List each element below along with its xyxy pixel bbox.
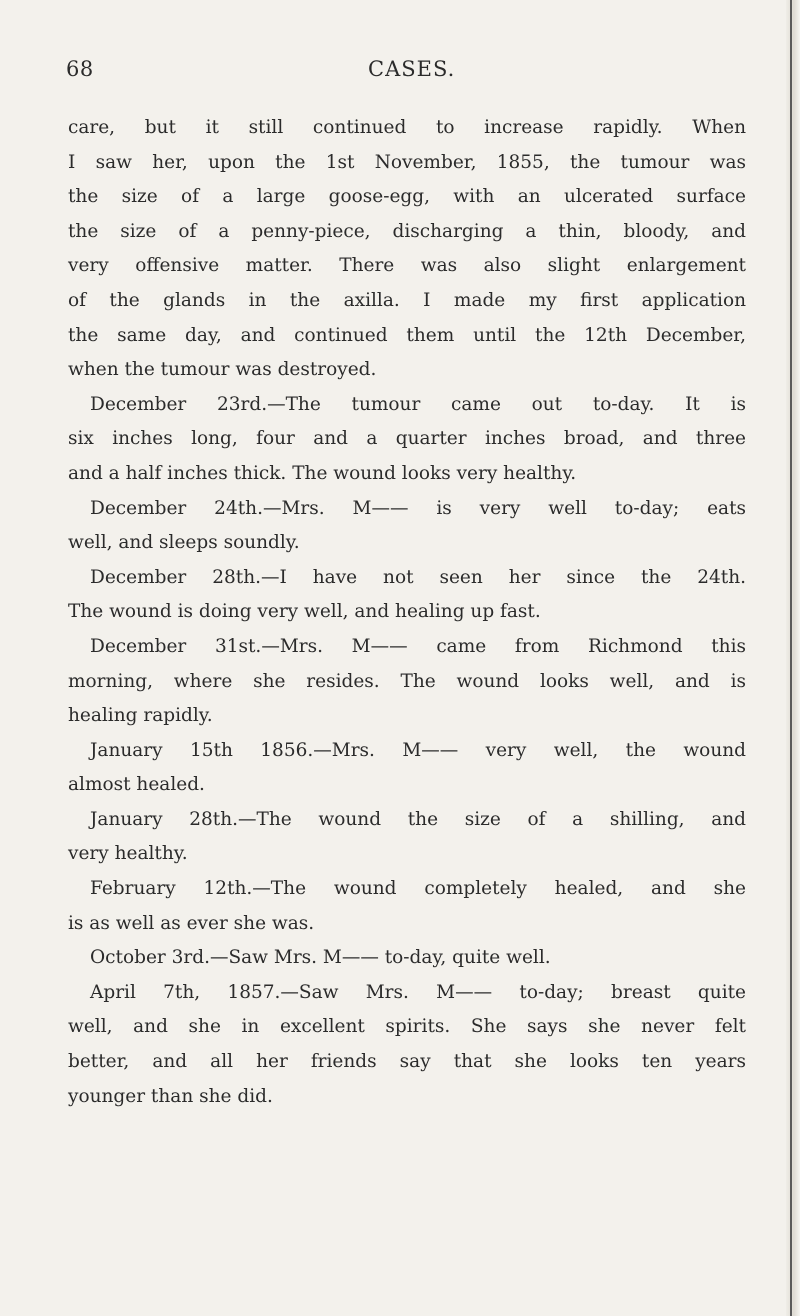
text-line: better, and all her friends say that she looks ten years <box>68 1051 746 1073</box>
text-line: when the tumour was destroyed. <box>68 359 377 381</box>
text-line: almost healed. <box>68 774 205 796</box>
page-header <box>66 57 756 87</box>
text-line: The wound is doing very well, and healing up fast. <box>68 601 541 623</box>
text-line: February 12th.—The wound completely healed, and she <box>90 878 746 900</box>
page-edge-line <box>790 0 792 1316</box>
text-line: and a half inches thick. The wound looks very healthy. <box>68 462 577 484</box>
running-head: CASES. <box>368 57 456 81</box>
page-number: 68 <box>66 57 94 81</box>
text-line: December 24th.—Mrs. M—— is very well to-day; eats <box>90 497 746 519</box>
text-line: younger than she did. <box>68 1085 273 1107</box>
text-line: healing rapidly. <box>68 705 213 727</box>
text-line: December 31st.—Mrs. M—— came from Richmond this <box>90 635 746 657</box>
text-line: of the glands in the axilla. I made my first application <box>68 289 746 311</box>
text-line: I saw her, upon the 1st November, 1855, the tumour was <box>68 151 746 173</box>
text-line: October 3rd.—Saw Mrs. M—— to-day, quite well. <box>90 947 551 969</box>
text-line: January 28th.—The wound the size of a shilling, and <box>90 808 746 830</box>
text-line: January 15th 1856.—Mrs. M—— very well, the wound <box>90 739 746 761</box>
text-line: six inches long, four and a quarter inches broad, and three <box>68 428 746 450</box>
body-text <box>68 111 746 1114</box>
text-line: very offensive matter. There was also slight enlargement <box>68 255 746 277</box>
text-line: very healthy. <box>68 843 188 865</box>
page-edge <box>786 0 800 1316</box>
text-line: the size of a large goose-egg, with an ulcerated surface <box>68 186 746 208</box>
text-line: well, and she in excellent spirits. She says she never felt <box>68 1016 746 1038</box>
text-line: care, but it still continued to increase rapidly. When <box>68 117 746 138</box>
text-line: April 7th, 1857.—Saw Mrs. M—— to-day; breast quite <box>90 981 746 1003</box>
text-line: is as well as ever she was. <box>68 912 315 934</box>
text-line: the size of a penny-piece, discharging a thin, bloody, and <box>68 220 746 242</box>
text-line: December 28th.—I have not seen her since the 24th. <box>90 566 746 588</box>
text-line: December 23rd.—The tumour came out to-day. It is <box>90 393 746 415</box>
text-line: morning, where she resides. The wound looks well, and is <box>68 670 746 692</box>
text-line: the same day, and continued them until the 12th December, <box>68 324 746 346</box>
text-line: well, and sleeps soundly. <box>68 532 300 554</box>
